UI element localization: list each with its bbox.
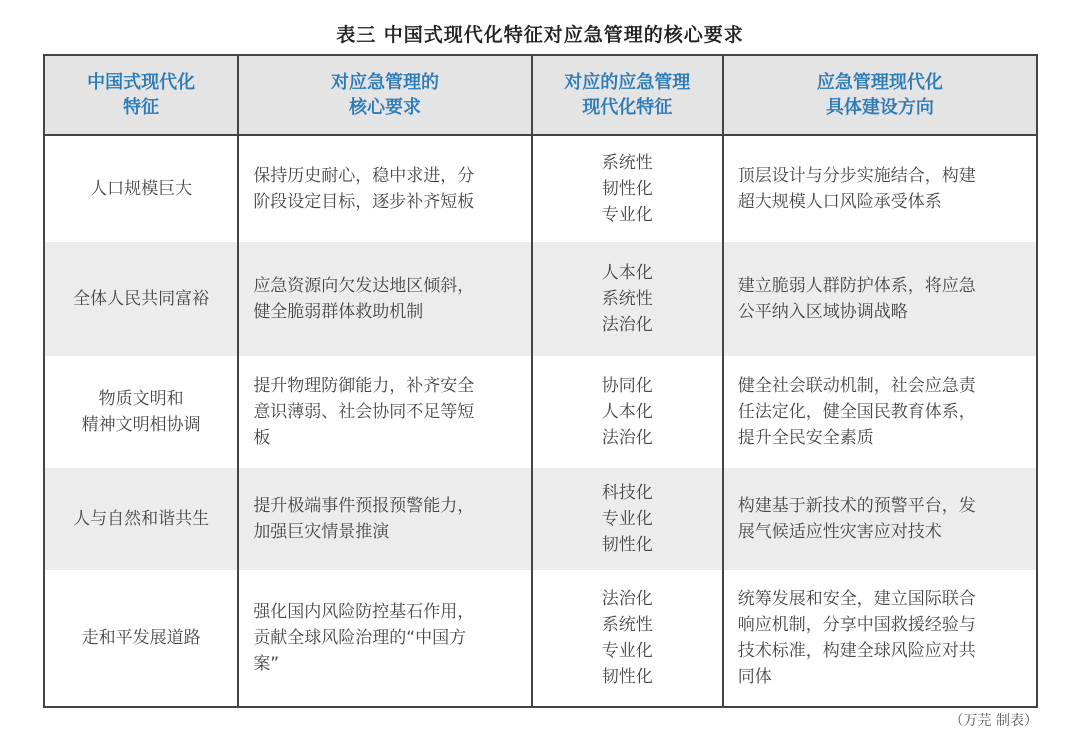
- cell-line: 同体: [737, 667, 772, 687]
- cell-line: 协同化: [601, 376, 653, 396]
- header-line: 对应急管理的: [331, 72, 440, 93]
- cell-line: 精神文明相协调: [81, 415, 201, 435]
- cell-line: 贡献全球风险治理的“中国方: [253, 628, 467, 648]
- cell-line: 保持历史耐心，稳中求进，分: [253, 166, 475, 186]
- cell-line: 走和平发展道路: [81, 628, 201, 648]
- cell-traits: [532, 242, 723, 356]
- header-traits: [532, 55, 723, 135]
- cell-direction: [723, 242, 1037, 356]
- cell-traits: [532, 135, 723, 242]
- cell-line: 韧性化: [601, 667, 653, 687]
- header-line: 特征: [123, 97, 160, 118]
- cell-line: 板: [253, 428, 271, 448]
- cell-line: 健全社会联动机制，社会应急责: [737, 376, 976, 396]
- cell-line: 案”: [253, 654, 280, 674]
- cell-line: 展气候适应性灾害应对技术: [737, 522, 942, 542]
- cell-line: 强化国内风险防控基石作用，: [253, 602, 475, 622]
- table-row: [44, 135, 1037, 242]
- requirements-table: [43, 54, 1038, 708]
- cell-line: 法治化: [601, 315, 653, 335]
- cell-direction: [723, 356, 1037, 468]
- header-line: 具体建设方向: [825, 97, 934, 118]
- cell-line: 系统性: [601, 289, 653, 309]
- cell-traits: [532, 468, 723, 570]
- cell-line: 科技化: [601, 483, 653, 503]
- header-line: 中国式现代化: [87, 72, 196, 93]
- cell-line: 韧性化: [601, 179, 653, 199]
- cell-line: 任法定化，健全国民教育体系，: [737, 402, 976, 422]
- cell-line: 阶段设定目标，逐步补齐短板: [253, 192, 475, 212]
- cell-traits: [532, 570, 723, 707]
- cell-requirement: [238, 570, 531, 707]
- cell-line: 技术标准，构建全球风险应对共: [737, 641, 976, 661]
- cell-feature: [44, 570, 238, 707]
- header-line: 核心要求: [349, 97, 422, 118]
- cell-line: 法治化: [601, 589, 653, 609]
- cell-line: 健全脆弱群体救助机制: [253, 302, 424, 322]
- table-row: [44, 356, 1037, 468]
- cell-line: 系统性: [601, 153, 653, 173]
- cell-feature: [44, 356, 238, 468]
- cell-line: 人本化: [601, 263, 653, 283]
- table-row: [44, 242, 1037, 356]
- header-line: 应急管理现代化: [816, 72, 943, 93]
- cell-line: 超大规模人口风险承受体系: [737, 192, 942, 212]
- cell-requirement: [238, 468, 531, 570]
- cell-line: 全体人民共同富裕: [73, 289, 210, 309]
- cell-line: 响应机制，分享中国救援经验与: [737, 615, 976, 635]
- table-title: 表三 中国式现代化特征对应急管理的核心要求: [336, 24, 744, 46]
- cell-line: 意识薄弱、社会协同不足等短: [253, 402, 475, 422]
- cell-line: 应急资源向欠发达地区倾斜，: [253, 276, 475, 296]
- cell-line: 专业化: [601, 641, 653, 661]
- cell-feature: [44, 135, 238, 242]
- table-row: [44, 468, 1037, 570]
- cell-traits: [532, 356, 723, 468]
- table-row: [44, 570, 1037, 707]
- cell-line: 法治化: [601, 428, 653, 448]
- cell-direction: [723, 570, 1037, 707]
- cell-line: 加强巨灾情景推演: [253, 522, 390, 542]
- header-row: [44, 55, 1037, 135]
- header-direction: [723, 55, 1037, 135]
- cell-line: 提升物理防御能力，补齐安全: [253, 376, 475, 396]
- cell-line: 提升极端事件预报预警能力，: [253, 496, 475, 516]
- cell-requirement: [238, 242, 531, 356]
- header-requirement: [238, 55, 531, 135]
- header-line: 对应的应急管理: [564, 72, 691, 93]
- cell-line: 公平纳入区域协调战略: [737, 302, 908, 322]
- cell-line: 专业化: [601, 509, 653, 529]
- cell-requirement: [238, 135, 531, 242]
- cell-direction: [723, 468, 1037, 570]
- cell-line: 人本化: [601, 402, 653, 422]
- cell-feature: [44, 242, 238, 356]
- cell-line: 提升全民安全素质: [737, 428, 874, 448]
- header-line: 现代化特征: [582, 97, 673, 118]
- cell-line: 人与自然和谐共生: [73, 509, 210, 529]
- cell-line: 系统性: [601, 615, 653, 635]
- cell-line: 物质文明和: [98, 389, 184, 409]
- cell-feature: [44, 468, 238, 570]
- table-credit: （万芫 制表）: [949, 713, 1038, 729]
- cell-line: 人口规模巨大: [90, 179, 193, 199]
- header-feature: [44, 55, 238, 135]
- cell-requirement: [238, 356, 531, 468]
- cell-line: 顶层设计与分步实施结合，构建: [737, 166, 976, 186]
- cell-line: 韧性化: [601, 535, 653, 555]
- cell-direction: [723, 135, 1037, 242]
- cell-line: 专业化: [601, 205, 653, 225]
- cell-line: 建立脆弱人群防护体系，将应急: [737, 276, 976, 296]
- cell-line: 构建基于新技术的预警平台，发: [737, 496, 976, 516]
- cell-line: 统筹发展和安全，建立国际联合: [737, 589, 976, 609]
